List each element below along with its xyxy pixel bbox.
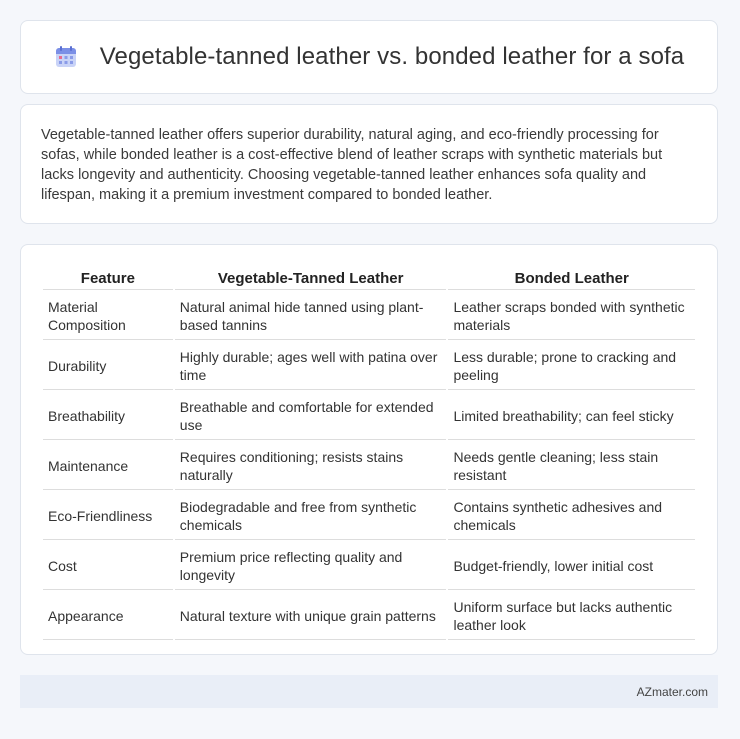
summary-card xyxy=(20,104,718,224)
vegetable-tanned-cell: Highly durable; ages well with patina over time xyxy=(175,342,447,390)
vegetable-tanned-cell: Requires conditioning; resists stains naturally xyxy=(175,442,447,490)
table-row xyxy=(43,342,695,390)
vegetable-tanned-cell: Breathable and comfortable for extended use xyxy=(175,392,447,440)
feature-cell: Cost xyxy=(43,542,173,590)
table-header-row xyxy=(43,267,695,290)
comparison-table xyxy=(41,265,697,642)
table-row xyxy=(43,592,695,640)
table-row xyxy=(43,292,695,340)
bonded-cell: Less durable; prone to cracking and peeling xyxy=(448,342,695,390)
feature-cell: Material Composition xyxy=(43,292,173,340)
feature-cell: Durability xyxy=(43,342,173,390)
vegetable-tanned-cell: Natural animal hide tanned using plant-based tannins xyxy=(175,292,447,340)
calendar-icon xyxy=(54,45,78,69)
header-feature: Feature xyxy=(43,267,173,290)
feature-cell: Maintenance xyxy=(43,442,173,490)
comparison-table-card xyxy=(20,244,718,655)
bonded-cell: Uniform surface but lacks authentic leather look xyxy=(448,592,695,640)
bonded-cell: Leather scraps bonded with synthetic materials xyxy=(448,292,695,340)
bonded-cell: Limited breathability; can feel sticky xyxy=(448,392,695,440)
header-bonded: Bonded Leather xyxy=(448,267,695,290)
footer xyxy=(20,675,718,708)
bonded-cell: Budget-friendly, lower initial cost xyxy=(448,542,695,590)
table-row xyxy=(43,542,695,590)
page-title: Vegetable-tanned leather vs. bonded leather for a sofa xyxy=(99,43,685,70)
vegetable-tanned-cell: Biodegradable and free from synthetic chemicals xyxy=(175,492,447,540)
bonded-cell: Needs gentle cleaning; less stain resistant xyxy=(448,442,695,490)
table-row xyxy=(43,392,695,440)
feature-cell: Appearance xyxy=(43,592,173,640)
header-vegetable-tanned: Vegetable-Tanned Leather xyxy=(175,267,447,290)
feature-cell: Eco-Friendliness xyxy=(43,492,173,540)
bonded-cell: Contains synthetic adhesives and chemicals xyxy=(448,492,695,540)
table-row xyxy=(43,492,695,540)
table-row xyxy=(43,442,695,490)
title-card xyxy=(20,20,718,94)
vegetable-tanned-cell: Natural texture with unique grain patterns xyxy=(175,592,447,640)
feature-cell: Breathability xyxy=(43,392,173,440)
footer-brand: AZmater.com xyxy=(636,684,708,699)
vegetable-tanned-cell: Premium price reflecting quality and longevity xyxy=(175,542,447,590)
summary-text: Vegetable-tanned leather offers superior durability, natural aging, and eco-friendly processing for sofas, while bonded leather is a cost-effective blend of leather scraps with synthetic materials but lacks longevity and authenticity. Choosing vegetable-tanned leather enhances sofa quality and lifespan, making it a premium investment compared to bonded leather. xyxy=(41,127,663,203)
